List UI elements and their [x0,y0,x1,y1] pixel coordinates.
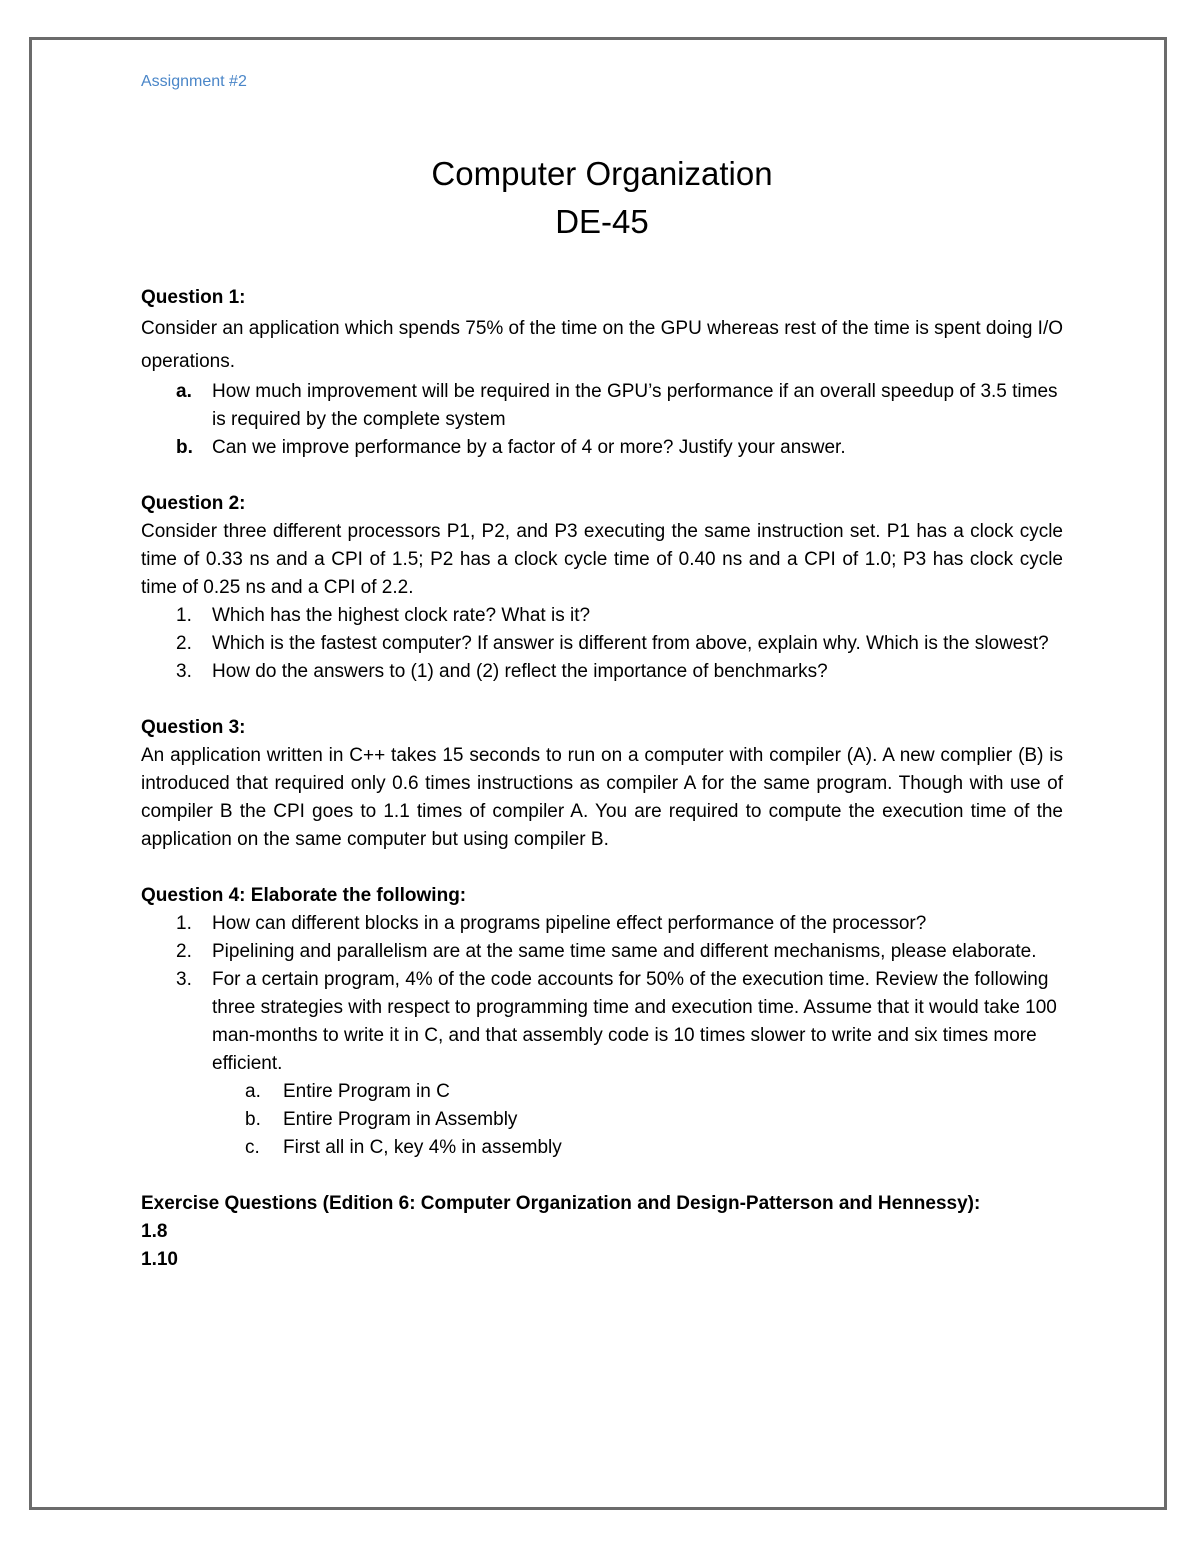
title-course-name: Computer Organization [431,155,773,192]
exercise-heading: Exercise Questions (Edition 6: Computer Organization and Design-Patterson and Hennessy): [141,1193,981,1214]
question-2-body: Consider three different processors P1, P2, and P3 executing the same instruction set. P1 has a clock cycle time of 0.33 ns and a CPI of 1.5; P2 has a clock cycle time of 0.40 ns and a CPI of 1.0; P3 has clock cycle time of 0.25 ns and a CPI of 2.2. [141,521,1063,598]
sub-list-marker: b. [245,1109,261,1130]
sub-list-item-text: Entire Program in Assembly [283,1109,518,1130]
list-marker: a. [176,381,192,402]
question-1-body: Consider an application which spends 75% of the time on the GPU whereas rest of the time is spent doing I/O operations. [141,318,1064,372]
question-3 [141,714,1063,854]
list-item-text: How can different blocks in a programs pipeline effect performance of the processor? [212,913,927,934]
list-item-text: Which is the fastest computer? If answer is different from above, explain why. Which is the slowest? [212,633,1049,654]
question-1-heading: Question 1: [141,287,246,308]
list-item [141,938,1063,966]
sub-list-item [212,1078,1063,1106]
question-1 [141,284,1063,462]
question-4-items [141,910,1063,1162]
list-marker: 1. [176,913,192,934]
list-item-text: How much improvement will be required in the GPU’s performance if an overall speedup of 3.5 times is required by the complete system [212,381,1058,430]
list-marker: b. [176,437,193,458]
list-item-text: Pipelining and parallelism are at the same time same and different mechanisms, please elaborate. [212,941,1037,962]
list-item [141,658,1063,686]
sub-list-item-text: First all in C, key 4% in assembly [283,1137,562,1158]
document-title [141,150,1063,246]
document-content [141,70,1063,1274]
list-item-text: For a certain program, 4% of the code accounts for 50% of the execution time. Review the following three strategies with respect to programming time and execution time. Assume that it would take 100 man-months to write it in C, and that assembly code is 10 times slower to write and six times more efficient. [212,969,1057,1074]
list-marker: 2. [176,633,192,654]
list-item [141,434,1063,462]
exercise-item: 1.8 [141,1221,168,1242]
list-item [141,966,1063,1162]
question-2-heading: Question 2: [141,493,246,514]
question-4-heading: Question 4: Elaborate the following: [141,885,467,906]
question-2 [141,490,1063,686]
title-course-code: DE-45 [555,203,649,240]
sub-list-item-text: Entire Program in C [283,1081,450,1102]
question-3-heading: Question 3: [141,717,246,738]
sub-list-marker: c. [245,1137,260,1158]
exercise-item: 1.10 [141,1249,178,1270]
list-item [141,630,1063,658]
question-4 [141,882,1063,1162]
list-item-text: How do the answers to (1) and (2) reflect the importance of benchmarks? [212,661,828,682]
list-item [141,602,1063,630]
list-item [141,378,1063,434]
list-marker: 1. [176,605,192,626]
question-4-subitems [212,1078,1063,1162]
sub-list-marker: a. [245,1081,261,1102]
question-1-items [141,378,1063,462]
sub-list-item [212,1106,1063,1134]
list-item-text: Can we improve performance by a factor of 4 or more? Justify your answer. [212,437,846,458]
list-marker: 2. [176,941,192,962]
list-item [141,910,1063,938]
assignment-label: Assignment #2 [141,73,247,90]
question-3-body: An application written in C++ takes 15 seconds to run on a computer with compiler (A). A new complier (B) is introduced that required only 0.6 times instructions as compiler A for the same program. Though with use of compiler B the CPI goes to 1.1 times of compiler A. You are required to compute the execution time of the application on the same computer but using compiler B. [141,745,1063,850]
sub-list-item [212,1134,1063,1162]
exercise-section [141,1190,1063,1274]
list-marker: 3. [176,969,192,990]
list-item-text: Which has the highest clock rate? What is it? [212,605,591,626]
question-2-items [141,602,1063,686]
list-marker: 3. [176,661,192,682]
